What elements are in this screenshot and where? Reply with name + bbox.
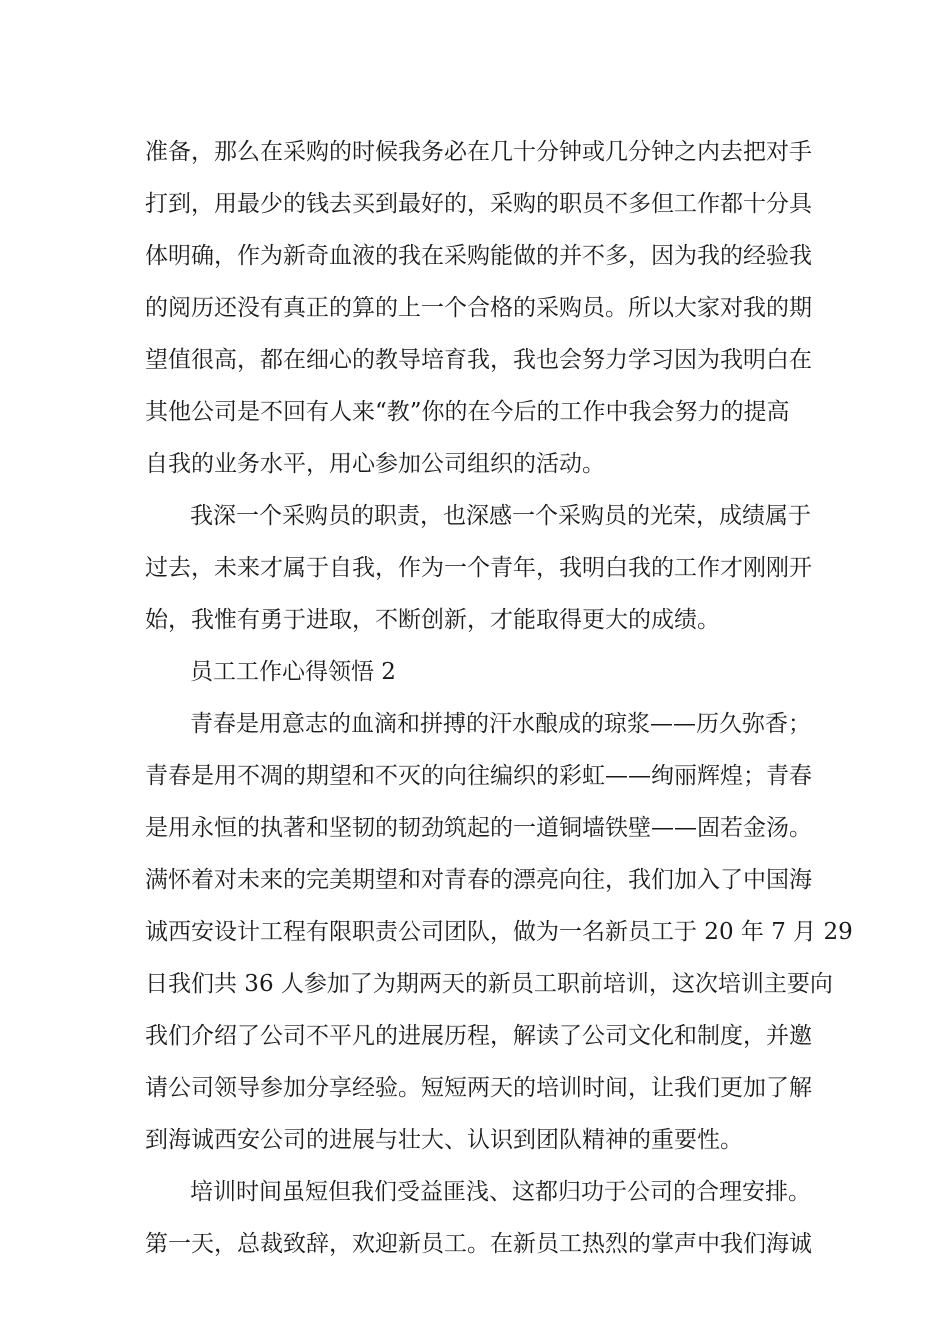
text-line: 打到，用最少的钱去买到最好的，采购的职员不多但工作都十分具	[145, 191, 812, 217]
text-line: 的阅历还没有真正的算的上一个合格的采购员。所以大家对我的期	[145, 295, 812, 321]
text-line: 是用永恒的执著和坚韧的韧劲筑起的一道铜墙铁壁——固若金汤。	[145, 815, 812, 841]
text-line: 培训时间虽短但我们受益匪浅、这都归功于公司的合理安排。	[190, 1179, 811, 1205]
text-line: 诚西安设计工程有限职责公司团队，做为一名新员工于 20 年 7 月 29	[145, 919, 853, 945]
text-line: 满怀着对未来的完美期望和对青春的漂亮向往，我们加入了中国海	[145, 867, 812, 893]
text-line: 过去，未来才属于自我，作为一个青年，我明白我的工作才刚刚开	[145, 555, 812, 581]
text-line: 其他公司是不回有人来“教”你的在今后的工作中我会努力的提高	[145, 399, 790, 425]
text-line: 始，我惟有勇于进取，不断创新，才能取得更大的成绩。	[145, 607, 720, 633]
text-line: 我们介绍了公司不平凡的进展历程，解读了公司文化和制度，并邀	[145, 1023, 812, 1049]
text-line: 望值很高，都在细心的教导培育我，我也会努力学习因为我明白在	[145, 347, 812, 373]
text-line: 青春是用意志的血滴和拼搏的汗水酿成的琼浆——历久弥香；	[190, 711, 811, 737]
text-line: 体明确，作为新奇血液的我在采购能做的并不多，因为我的经验我	[145, 243, 812, 269]
section-heading: 员工工作心得领悟 2	[190, 659, 396, 685]
text-line: 请公司领导参加分享经验。短短两天的培训时间，让我们更加了解	[145, 1075, 812, 1101]
document-body	[0, 126, 950, 1270]
text-line: 准备，那么在采购的时候我务必在几十分钟或几分钟之内去把对手	[145, 139, 812, 165]
text-line: 到海诚西安公司的进展与壮大、认识到团队精神的重要性。	[145, 1127, 743, 1153]
text-line: 青春是用不凋的期望和不灭的向往编织的彩虹——绚丽辉煌；青春	[145, 763, 812, 789]
text-line: 第一天，总裁致辞，欢迎新员工。在新员工热烈的掌声中我们海诚	[145, 1231, 812, 1257]
text-line: 自我的业务水平，用心参加公司组织的活动。	[145, 451, 605, 477]
text-line: 日我们共 36 人参加了为期两天的新员工职前培训，这次培训主要向	[145, 971, 833, 997]
text-line: 我深一个采购员的职责，也深感一个采购员的光荣，成绩属于	[190, 503, 811, 529]
